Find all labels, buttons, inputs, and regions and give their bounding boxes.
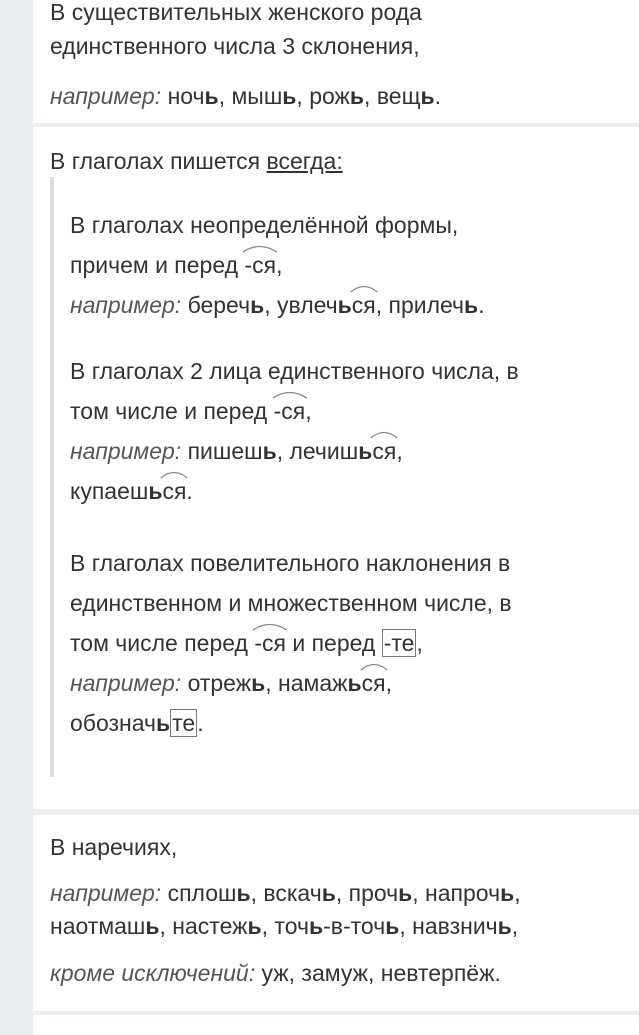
exceptions-text: уж, замуж, невтерпёж. [255,960,501,986]
soft-sign: ь [349,83,365,109]
card-nouns [33,0,639,123]
word-stem: вещ [376,83,421,109]
soft-sign: ь [420,83,435,109]
rule3-line-3 [70,623,590,663]
rule1-line-1: В глаголах неопределённой формы, [70,212,459,238]
word-stem: отреж [187,670,252,696]
verbs-heading [50,141,629,181]
example-label: например: [70,292,182,318]
example-label: например: [70,438,182,464]
card-adverbs [33,815,639,1011]
soft-sign: ь [148,478,163,504]
rule3-line-1: В глаголах повелительного наклонения в [70,550,511,576]
card-next [33,1015,639,1035]
rule2-line-2-text: том числе и перед [70,398,274,424]
word-stem: навзнич [412,913,498,939]
sep: , [385,670,392,696]
sep: , [261,913,269,939]
suffix-sya [244,245,276,285]
suffix-sya [254,623,286,663]
card-verbs [33,127,639,809]
suffix-sya-text: ся [162,478,187,504]
suffix-sya-text: ся [351,292,376,318]
sep: , [264,292,271,318]
soft-sign: ь [358,438,373,464]
example-label: например: [50,880,162,906]
rule2-line-1: В глаголах 2 лица единственного числа, в [70,358,519,384]
word-stem: пишеш [187,438,263,464]
nouns-example [50,76,629,116]
rule1-example [70,285,590,325]
soft-sign: ь [398,880,413,906]
word-stem: сплош [167,880,237,906]
suffix-sya [352,285,376,325]
rule3-line-3-mid: и перед [285,630,382,656]
rule3-example [70,663,590,703]
word-stem: прилеч [388,292,465,318]
rule-infinitive [70,205,590,325]
exceptions-label: кроме исключений: [50,960,256,986]
soft-sign: ь [282,83,297,109]
word-stem: лечиш [289,438,359,464]
soft-sign: ь [500,880,515,906]
rule2-line-2-end: , [305,398,312,424]
sep: , [364,83,371,109]
soft-sign: ь [204,83,219,109]
soft-sign: ь [236,880,251,906]
word-stem: напроч [425,880,501,906]
soft-sign: ь [308,913,324,939]
word-stem: береч [187,292,251,318]
verbs-heading-always: всегда: [266,148,343,174]
word-stem: мыш [231,83,283,109]
soft-sign: ь [321,880,336,906]
word-stem: намаж [278,670,348,696]
rule2-line-2 [70,391,590,431]
adverbs-example-2 [50,909,629,943]
rule3-line-3-text: том числе перед [70,630,255,656]
sep: , [514,880,521,906]
rule1-line-2-text: причем и перед [70,252,245,278]
verbs-rules-quote [50,177,594,777]
word-stem: проч [348,880,399,906]
sep: , [296,83,303,109]
soft-sign: ь [385,913,400,939]
word-stem: ноч [167,83,205,109]
rule3-line-3-end: , [416,630,423,656]
soft-sign: ь [145,913,160,939]
nouns-line-2: единственного числа 3 склонения, [50,33,420,59]
nouns-example-words [168,83,441,109]
verbs-heading-text: В глаголах пишется [50,148,267,174]
suffix-sya-text: ся [372,438,397,464]
sep: , [265,670,272,696]
rule-imperative [70,543,590,743]
sep: . [186,478,193,504]
ending-te-box: -те [383,630,415,656]
example-label: например: [50,83,162,109]
suffix-sya [362,663,386,703]
sep: , [399,913,406,939]
sep: , [276,438,284,464]
word-stem: вскач [263,880,322,906]
rule3-line-2: единственном и множественном числе, в [70,590,512,616]
sep: . [478,292,485,318]
word-stem: увлеч [277,292,338,318]
suffix-sya [372,431,396,471]
suffix-sya-text: -ся [273,398,306,424]
adverbs-words-1 [168,880,521,906]
rule-second-person [70,351,590,511]
soft-sign: ь [156,710,171,736]
word-stem: купаеш [70,478,149,504]
ending-te-box: те [172,710,196,736]
sep: , [375,292,383,318]
example-label: например: [70,670,182,696]
soft-sign: ь [247,913,262,939]
rule2-example [70,431,590,471]
sep: , [511,913,519,939]
sep: , [250,880,257,906]
sep: , [159,913,166,939]
word-stem: рож [309,83,350,109]
sep: . [197,710,204,736]
soft-sign: ь [337,292,352,318]
rule2-example-cont [70,471,590,511]
adverbs-heading: В наречиях, [50,834,178,860]
suffix-sya-text: -ся [244,252,277,278]
nouns-line-1: В существительных женского рода [50,0,422,25]
word-stem: обознач [70,710,157,736]
soft-sign: ь [347,670,362,696]
word-stem: точ [274,913,309,939]
adverbs-exceptions [50,953,629,993]
rule1-line-2-end: , [276,252,283,278]
soft-sign: ь [262,438,277,464]
word-tail: -в-точ [323,913,386,939]
sep: . [434,83,442,109]
sep: , [412,880,419,906]
sep: , [335,880,343,906]
adverbs-example-1 [50,877,629,909]
sep: , [396,438,403,464]
soft-sign: ь [497,913,512,939]
sep: , [218,83,226,109]
suffix-sya [162,471,186,511]
soft-sign: ь [251,670,266,696]
word-stem: настеж [172,913,248,939]
suffix-sya-text: ся [361,670,386,696]
suffix-sya-text: -ся [254,630,286,656]
rule1-line-2 [70,245,590,285]
soft-sign: ь [464,292,479,318]
word-stem: наотмаш [50,913,146,939]
rule3-example-cont [70,703,590,743]
suffix-sya [274,391,306,431]
soft-sign: ь [250,292,265,318]
